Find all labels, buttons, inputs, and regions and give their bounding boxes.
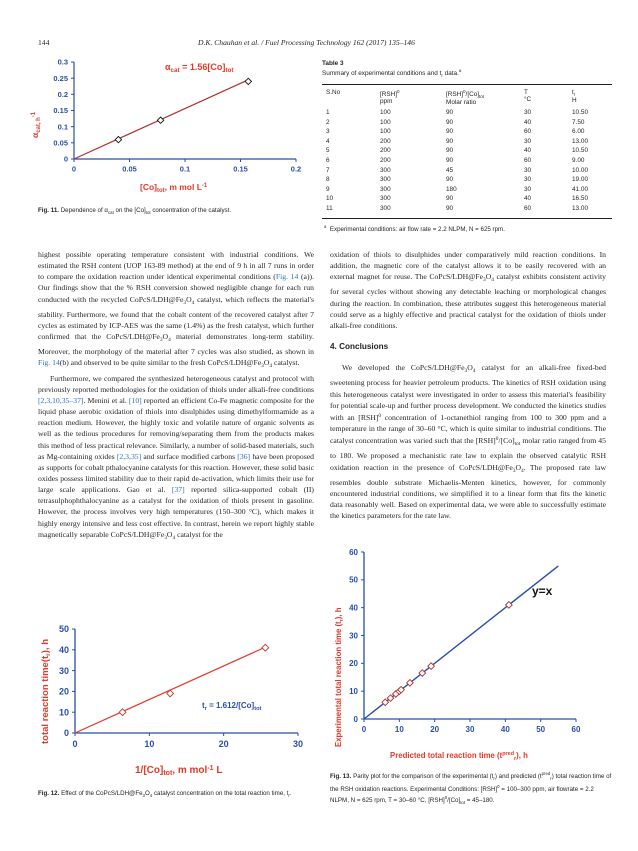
x-tick-label: 30 (465, 725, 475, 734)
x-tick-label: 20 (430, 725, 440, 734)
table-cell: 5 (326, 147, 330, 155)
x-tick-label: 0.2 (290, 164, 302, 174)
table-cell: 11 (326, 204, 333, 212)
x-tick-label: 0.1 (179, 164, 191, 174)
table-cell: 90 (446, 204, 454, 212)
fig11-ylabel: $\alpha_{cat, h}^{-1}$ (30, 111, 42, 138)
fig14-link[interactable]: Fig. 14 (275, 272, 299, 282)
fig11-equation: $\alpha_{cat} = 1.56[Co]_{tot}$ (165, 62, 234, 74)
table-row (322, 109, 612, 119)
y-tick-label: 30 (58, 665, 69, 676)
fig13-ylabel: Experimental total reaction time $(t_r)$, h (334, 607, 345, 747)
table-row (322, 176, 612, 186)
table-cell: 8 (326, 176, 330, 184)
x-tick-label: 40 (500, 725, 510, 734)
table-cell: 300 (380, 166, 391, 174)
x-tick-label: 0 (72, 739, 78, 749)
y-tick-label: 0.2 (57, 89, 68, 99)
x-tick-label: 60 (571, 725, 581, 734)
table3-grid (322, 89, 612, 215)
table3-title: Table 3 (322, 60, 344, 67)
table-cell: 60 (524, 156, 532, 164)
table-row (322, 147, 612, 157)
table-cell: 40 (524, 195, 532, 203)
table-cell: 300 (380, 176, 391, 184)
x-tick-label: 30 (292, 739, 304, 749)
y-tick-label: 0.1 (57, 122, 68, 132)
y-tick-label: 0.05 (53, 138, 68, 148)
table-cell: 10.50 (572, 109, 588, 116)
right-column-text (330, 249, 606, 521)
table-cell: 100 (380, 128, 391, 136)
table-row (322, 138, 612, 148)
table3-body (322, 109, 612, 215)
data-point (245, 78, 251, 84)
table-cell: 90 (446, 156, 454, 164)
table-row (322, 205, 612, 215)
col-tr: $t_r$ H (572, 89, 577, 104)
table-cell: 3 (326, 128, 330, 136)
fit-line (364, 566, 558, 719)
fig12-xlabel: $1/[Co]_{tot}$, m mol$^{-1}$ L (135, 765, 223, 777)
fig13-svg (330, 540, 612, 770)
table-cell: 180 (446, 185, 457, 193)
table-cell: 30 (524, 185, 532, 193)
page-number: 144 (38, 38, 50, 47)
fig12-caption: Fig. 12. Effect of the CoPcS/$LDH@Fe_3O_4$ catalyst concentration on the total reaction time, $t_r$. (38, 790, 292, 798)
fig12-svg (38, 615, 318, 785)
x-tick-label: 10 (394, 725, 404, 734)
col-sno: S.No (326, 89, 341, 96)
ref-link-37[interactable]: [37] (171, 485, 185, 495)
col-t: T °C (524, 89, 532, 103)
y-tick-label: 0 (63, 728, 69, 739)
right-paragraph-1: oxidation of thiols to disulphides under comparatively mild reaction conditions. In addition, the magnetic core of the catalyst allows it to be easily recovered with an external magnet for reuse. The CoPcS/$LDH@Fe_3O_4$ catalyst exhibits consistent activity for several cycles without showing any detectable leaching or morphological changes during the reaction. In combination, these attributes suggest this heterogeneous material could serve as a highly effective and practical catalyst for the oxidation of thiols under alkali-free conditions. (330, 250, 607, 330)
ref-link-2-3-35[interactable]: [2,3,35] (116, 451, 142, 461)
x-tick-label: 0 (71, 164, 77, 174)
y-tick-label: 40 (349, 603, 358, 613)
table-cell: 19.00 (572, 176, 588, 184)
y-tick-label: 0 (63, 154, 68, 164)
table-cell: 100 (380, 118, 391, 126)
table-cell: 9.00 (572, 156, 585, 164)
x-tick-label: 0 (361, 725, 367, 734)
data-point (262, 644, 269, 651)
table-cell: 40 (524, 118, 532, 126)
table-cell: 200 (380, 137, 391, 145)
table-cell: 90 (446, 118, 454, 126)
table-cell: 45 (446, 166, 454, 174)
table3-header-row (322, 89, 612, 109)
data-point (157, 117, 163, 123)
table-row (322, 128, 612, 138)
table-cell: 6 (326, 156, 330, 164)
table-cell: 60 (524, 128, 532, 136)
table-cell: 1 (326, 109, 330, 116)
table-cell: 7.50 (572, 118, 585, 126)
table-cell: 200 (380, 156, 391, 164)
left-paragraph-1: highest possible operating temperature consistent with industrial conditions. We estimated the RSH content (UOP 163-89 method) at the end of 9 h in all 7 runs in order to compare the oxidation reaction under identical experimental conditions (Fig. 14 (a)). Our findings show that the % RSH conversion showed negligible change for each run conducted with the recycled CoPcS/$LDH@Fe_3O_4$ catalyst, which reflects the material's stability. Furthermore, we found that the cobalt content of the recovered catalyst after 7 cycles as estimated by ICP-AES was the same (1.4%) as the fresh catalyst, which further confirmed that the CoPcS/$LDH@Fe_3O_4$ material demonstrates long-term stability. Moreover, the morphology of the material after 7 cycles was also studied, as shown in Fig. 14(b) and observed to be quite similar to the fresh CoPcS/$LDH@Fe_3O_4$ catalyst. (38, 250, 314, 370)
x-tick-label: 10 (144, 739, 155, 749)
table-cell: 90 (446, 195, 454, 203)
table-row (322, 186, 612, 196)
table-cell: 6.00 (572, 128, 585, 136)
table-cell: 10.00 (572, 166, 588, 174)
running-title: D.K. Chauhan et al. / Fuel Processing Technology 162 (2017) 135–146 (198, 38, 415, 47)
y-tick-label: 20 (349, 659, 358, 669)
fig13-annotation: y=x (532, 584, 553, 598)
y-tick-label: 0.25 (53, 73, 68, 83)
y-tick-label: 40 (58, 644, 69, 655)
fig12-equation: $t_r = 1.612/[Co]_{tot}$ (202, 701, 262, 712)
ref-link-36[interactable]: [36] (237, 451, 251, 461)
y-tick-label: 50 (58, 624, 69, 635)
table-cell: 300 (380, 204, 391, 212)
y-tick-label: 50 (349, 575, 358, 585)
table-cell: 30 (524, 176, 532, 184)
right-paragraph-2: We developed the CoPcS/$LDH@Fe_3O_4$ catalyst for an alkali-free fixed-bed sweetening process for heavier petroleum products. The kinetics of RSH oxidation using this heterogeneous catalyst were investigated in order to assess this material's feasibility for potential scale-up and further process development. We conducted the kinetics studies with an [RSH]$^0$ concentration of 1-octanethiol ranging from 100 to 300 ppm and a temperature in the range of 30–60 °C, which is quite similar to industrial conditions. The catalyst concentration was varied such that the $[RSH]^0/[Co]_{tot}$ molar ratio ranged from 45 to 180. We proposed a mechanistic rate law to explain the observed catalytic RSH oxidation reaction in the presence of CoPcS/$LDH@Fe_3O_4$. The proposed rate law resembles double substrate Michaelis-Menten kinetics, however, for commonly encountered industrial conditions, we simplified it to a linear form that fits the kinetic data reasonably well. Based on experimental data, we were able to successfully estimate the kinetics parameters for the rate law. (330, 363, 607, 521)
col-rsh: [RSH]$^0$ ppm (380, 89, 400, 105)
ref-link-2-3-10[interactable]: [2,3,10,35–37] (38, 395, 84, 405)
y-tick-label: 10 (349, 686, 358, 696)
table-cell: 9 (326, 185, 330, 193)
x-tick-label: 50 (536, 725, 546, 734)
table3-subtitle: Summary of experimental conditions and $t_r$ data.$^a$ (322, 68, 462, 78)
table-cell: 90 (446, 137, 454, 145)
fig13-xlabel: Predicted total reaction time $(t^{pred}_r)$, h (390, 751, 528, 762)
table-cell: 41.00 (572, 185, 588, 193)
table-cell: 60 (524, 204, 532, 212)
table-cell: 7 (326, 166, 330, 174)
table-cell: 4 (326, 137, 330, 145)
fig14-link-2[interactable]: Fig. 14 (38, 358, 60, 368)
table-cell: 10 (326, 195, 334, 203)
table-cell: 2 (326, 118, 330, 126)
table3-top-rule (322, 84, 612, 85)
table-cell: 30 (524, 137, 532, 145)
table-cell: 90 (446, 176, 454, 184)
x-tick-label: 20 (218, 739, 229, 749)
y-tick-label: 0.15 (53, 106, 68, 116)
fig11-caption: Fig. 11. Dependence of $\alpha_{cat}$ on the $[Co]_{tot}$ concentration of the catalyst. (38, 207, 232, 215)
table-cell: 30 (524, 109, 532, 116)
left-paragraph-2: Furthermore, we compared the synthesized heterogeneous catalyst and protocol with previously reported methodologies for the oxidation of thiols under alkali-free conditions [2,3,10,35–37]. Menini et al. [10] reported an efficient Co-Fe magnetic composite for the liquid phase aerobic oxidation of thiols into disulphides using dimethylformamide as a reaction medium. However, the highly toxic and volatile nature of organic solvents as well as the tedious procedures for removing/separating them from the products makes this method of less practical relevance. Similarly, a number of solid-based materials, such as Mg-containing oxides [2,3,35] and surface modified carbons [36] have been proposed as supports for cobalt pthalocyanine catalysts for this reaction. However, these solid basic oxides possess limited stability due to their rapid de-activation, which limits their use for large scale applications. Gao et al. [37] reported silica-supported cobalt (II) tetrasulphophthalocyanine as a catalyst for the oxidation of thiols present in gasoline. However, the process involves very high temperatures (150–300 °C), which makes it highly energy intensive and less cost effective. In contrast, herein we report highly stable magnetically separable CoPcS/$LDH@Fe_3O_4$ catalyst for the (38, 373, 314, 541)
table-cell: 10.50 (572, 147, 588, 155)
table-cell: 90 (446, 109, 454, 116)
table-row (322, 119, 612, 129)
table-cell: 300 (380, 195, 391, 203)
table-cell: 100 (380, 109, 391, 116)
y-tick-label: 30 (349, 631, 358, 641)
table3-bottom-rule (322, 218, 612, 219)
y-tick-label: 20 (58, 686, 69, 697)
table3 (322, 60, 612, 233)
col-ratio: $[RSH]^0/[Co]_{tot}$ Molar ratio (446, 89, 485, 106)
fig13-caption: Fig. 13. Parity plot for the comparison of the experimental $(t_r)$ and predicted $(t^{pred}_r)$ total reaction time of the RSH oxidation reactions. Experimental Conditions: [RSH]$^0$ = 100–300 ppm, air flowrate = 2.2 NLPM, N = 625 rpm, T = 30–60 °C, $[RSH]^0/[Co]_{tot} = 45-180$. (330, 771, 612, 806)
table-row (322, 167, 612, 177)
table-row (322, 157, 612, 167)
fig11-xlabel: $[Co]_{tot}$, m mol $L^{-1}$ (140, 182, 208, 194)
table-cell: 13.00 (572, 204, 588, 212)
y-tick-label: 60 (349, 547, 358, 557)
fig12-chart (38, 615, 318, 785)
table-cell: 200 (380, 147, 391, 155)
y-tick-label: 0 (353, 714, 358, 724)
table-cell: 16.50 (572, 195, 588, 203)
x-tick-label: 0.05 (122, 164, 137, 174)
table3-footnote: $^a$ Experimental conditions: air flow rate = 2.2 NLPM, N = 625 rpm. (324, 223, 505, 233)
y-tick-label: 0.3 (57, 57, 68, 67)
table-cell: 90 (446, 128, 454, 136)
ref-link-10[interactable]: [10] (128, 395, 142, 405)
table-cell: 13.00 (572, 137, 588, 145)
table-cell: 30 (524, 166, 532, 174)
x-tick-label: 0.15 (233, 164, 248, 174)
conclusions-heading: 4. Conclusions (330, 342, 389, 352)
table-cell: 90 (446, 147, 454, 155)
fig13-chart (330, 540, 612, 770)
table-cell: 300 (380, 185, 391, 193)
fig12-ylabel: total reaction $time(t_r)$, h (40, 639, 52, 744)
table-cell: 40 (524, 147, 532, 155)
table-row (322, 195, 612, 205)
y-tick-label: 10 (58, 707, 69, 718)
left-column-text (38, 249, 314, 544)
